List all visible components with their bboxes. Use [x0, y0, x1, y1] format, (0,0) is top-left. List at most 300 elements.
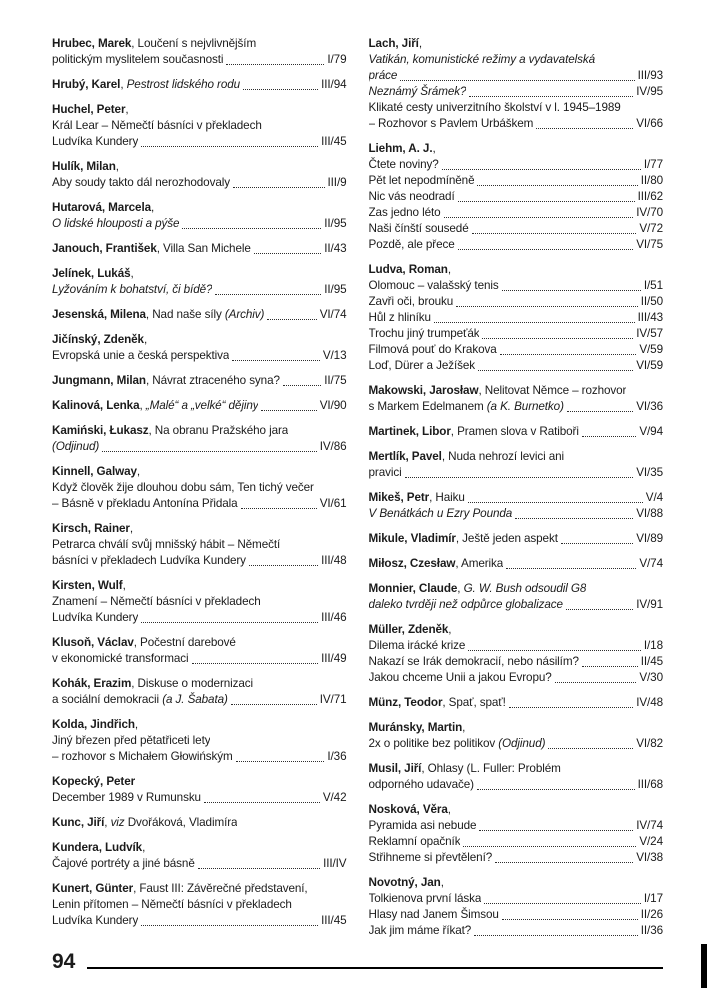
- title-text: Petrarca chválí svůj mnišský hábit – Němečtí: [52, 538, 281, 551]
- line-text: [52, 266, 134, 282]
- entry-line: [52, 840, 347, 856]
- page-ref: III/49: [321, 652, 347, 665]
- title-text: Dilema irácké krize: [368, 639, 466, 652]
- title-text: Zavři oči, brouku: [368, 295, 454, 308]
- title-text: Filmová pouť do Krakova: [368, 343, 497, 356]
- title-text: Ludvíka Kundery: [52, 914, 139, 927]
- title-text: ,: [432, 142, 436, 155]
- author-name: Ludva, Roman: [368, 263, 448, 276]
- title-text: Když člověk žije dlouhou dobu sám, Ten tichý večer: [52, 481, 314, 494]
- dot-leader: [478, 370, 633, 371]
- dot-leader: [198, 868, 320, 869]
- title-text: Střihneme si převtělení?: [368, 851, 493, 864]
- title-text: ,: [104, 816, 111, 829]
- entry-line: [369, 424, 664, 440]
- dot-leader: [502, 919, 638, 920]
- dot-leader: [495, 862, 633, 863]
- dot-leader: [192, 663, 319, 664]
- index-entry: [52, 815, 347, 831]
- page-ref: VI/89: [636, 532, 663, 545]
- line-text: [369, 326, 480, 342]
- author-name: Hrubec, Marek: [52, 37, 132, 50]
- line-text: [369, 237, 455, 253]
- line-text: [52, 480, 314, 496]
- line-text: [52, 118, 262, 134]
- page-ref: III/9: [327, 176, 347, 189]
- author-name: Kohák, Erazim: [52, 677, 132, 690]
- line-text: [52, 348, 229, 364]
- page-ref: IV/70: [636, 206, 663, 219]
- title-text: Aby soudy takto dál nerozhodovaly: [52, 176, 230, 189]
- title-text: , Ohlasy (L. Fuller: Problém: [421, 762, 561, 775]
- entry-line: [369, 490, 664, 506]
- line-text: [52, 692, 228, 708]
- page-ref: V/30: [639, 671, 663, 684]
- title-italic: (a J. Šabata): [162, 693, 228, 706]
- page-ref: II/36: [640, 924, 663, 937]
- index-entry: [369, 424, 664, 440]
- index-entry: [52, 373, 347, 389]
- line-text: [52, 676, 253, 692]
- title-text: , Spať, spať!: [442, 696, 506, 709]
- line-text: [52, 749, 233, 765]
- line-text: [369, 802, 451, 818]
- line-text: [52, 464, 140, 480]
- page-ref: VI/82: [636, 737, 663, 750]
- entry-line: [369, 100, 664, 116]
- entry-line: [369, 383, 664, 399]
- entry-line: [52, 282, 347, 298]
- line-text: [369, 424, 579, 440]
- index-entry: [52, 307, 347, 323]
- line-text: [369, 383, 627, 399]
- line-text: [52, 774, 135, 790]
- index-entry: [52, 77, 347, 93]
- index-entry: [52, 200, 347, 232]
- author-name: Kunc, Jiří: [52, 816, 105, 829]
- entry-line: [369, 358, 664, 374]
- line-text: [369, 556, 504, 572]
- page-ref: II/75: [324, 374, 347, 387]
- page-ref: VI/66: [636, 117, 663, 130]
- line-text: [369, 654, 579, 670]
- page-ref: III/68: [637, 778, 663, 791]
- title-text: – Básně v překladu Antonína Přidala: [52, 497, 238, 510]
- page-ref: II/50: [640, 295, 663, 308]
- author-name: Jesenská, Milena: [52, 308, 146, 321]
- title-text: odporného udavače): [368, 778, 474, 791]
- title-text: , Faust III: Závěrečné představení,: [133, 882, 308, 895]
- page-ref: V/4: [645, 491, 663, 504]
- dot-leader: [515, 518, 633, 519]
- entry-line: [369, 834, 664, 850]
- dot-leader: [536, 128, 633, 129]
- entry-line: [52, 36, 347, 52]
- line-text: [52, 439, 99, 455]
- title-italic: práce: [368, 69, 398, 82]
- title-text: Olomouc – valašský tenis: [368, 279, 499, 292]
- title-text: , Nuda nehrozí levici ani: [441, 450, 565, 463]
- entry-line: [52, 480, 347, 496]
- title-text: Nakazí se Irák demokracií, nebo násilím?: [368, 655, 579, 668]
- entry-line: [369, 736, 664, 752]
- title-text: December 1989 v Rumunsku: [52, 791, 201, 804]
- line-text: [369, 777, 474, 793]
- line-text: [52, 651, 189, 667]
- line-text: [369, 52, 596, 68]
- page-ref: I/36: [327, 750, 347, 763]
- line-text: [369, 736, 546, 752]
- entry-line: [52, 175, 347, 191]
- dot-leader: [582, 436, 637, 437]
- title-text: Jak jim máme říkat?: [368, 924, 472, 937]
- page-ref: VI/74: [319, 308, 347, 321]
- dot-leader: [233, 187, 325, 188]
- line-text: [52, 610, 138, 626]
- line-text: [52, 635, 236, 651]
- author-name: Kirsten, Wulf: [52, 579, 123, 592]
- entry-line: [369, 326, 664, 342]
- title-text: , Villa San Michele: [156, 242, 251, 255]
- entry-line: [52, 717, 347, 733]
- entry-line: [369, 506, 664, 522]
- entry-line: [52, 594, 347, 610]
- dot-leader: [472, 233, 637, 234]
- line-text: [369, 157, 439, 173]
- entry-line: [52, 553, 347, 569]
- page-edge-mark: [701, 944, 707, 988]
- page-ref: IV/71: [319, 693, 347, 706]
- page-ref: III/46: [321, 611, 347, 624]
- dot-leader: [506, 568, 636, 569]
- line-text: [52, 717, 138, 733]
- page-ref: III/IV: [323, 857, 347, 870]
- title-text: , Pramen slova v Ratiboři: [450, 425, 579, 438]
- entry-line: [52, 881, 347, 897]
- entry-line: [52, 266, 347, 282]
- title-text: ,: [462, 721, 466, 734]
- entry-line: [52, 676, 347, 692]
- page-ref: VI/35: [636, 466, 663, 479]
- index-entry: [369, 695, 664, 711]
- entry-line: [52, 373, 347, 389]
- title-text: Jakou chceme Unii a jakou Evropu?: [368, 671, 552, 684]
- title-text: básníci v překladech Ludvíka Kundery: [52, 554, 246, 567]
- title-italic: V Benátkách u Ezry Pounda: [368, 507, 513, 520]
- dot-leader: [400, 80, 634, 81]
- dot-leader: [241, 508, 317, 509]
- index-entry: [369, 802, 664, 866]
- line-text: [369, 761, 561, 777]
- dot-leader: [474, 935, 638, 936]
- author-name: Jungmann, Milan: [52, 374, 146, 387]
- entry-line: [369, 278, 664, 294]
- title-italic: G. W. Bush odsoudil G8: [463, 582, 587, 595]
- line-text: [52, 733, 210, 749]
- entry-line: [369, 237, 664, 253]
- dot-leader: [567, 411, 633, 412]
- page-ref: IV/57: [636, 327, 663, 340]
- title-text: Hlasy nad Janem Šimsou: [368, 908, 499, 921]
- entry-line: [369, 189, 664, 205]
- dot-leader: [204, 802, 320, 803]
- title-text: ,: [142, 841, 146, 854]
- line-text: [369, 342, 497, 358]
- entry-line: [52, 651, 347, 667]
- title-text: , Nad naše síly: [145, 308, 225, 321]
- line-text: [52, 881, 308, 897]
- entry-line: [52, 102, 347, 118]
- entry-line: [52, 200, 347, 216]
- index-entry: [52, 423, 347, 455]
- index-entry: [52, 159, 347, 191]
- title-italic: Vatikán, komunistické režimy a vydavatelská: [368, 53, 596, 66]
- entry-line: [52, 159, 347, 175]
- author-name: Kundera, Ludvík: [52, 841, 143, 854]
- page-ref: V/59: [639, 343, 663, 356]
- author-name: Miłosz, Czesław: [368, 557, 456, 570]
- title-text: v ekonomické transformaci: [52, 652, 189, 665]
- title-text: Klikaté cesty univerzitního školství v l. 1945–1989: [368, 101, 621, 114]
- page-ref: V/24: [639, 835, 663, 848]
- page-ref: VI/90: [319, 399, 347, 412]
- entry-line: [369, 556, 664, 572]
- dot-leader: [548, 748, 633, 749]
- index-entry: [369, 581, 664, 613]
- title-text: ,: [457, 582, 464, 595]
- line-text: [369, 278, 499, 294]
- title-text: , Na obranu Pražského jara: [148, 424, 289, 437]
- line-text: [369, 891, 482, 907]
- page-ref: IV/74: [636, 819, 663, 832]
- title-italic: Neznámý Šrámek?: [368, 85, 467, 98]
- dot-leader: [484, 903, 641, 904]
- title-text: , Nelitovat Němce – rozhovor: [478, 384, 627, 397]
- page-ref: VI/61: [319, 497, 347, 510]
- page-ref: VI/59: [636, 359, 663, 372]
- title-text: Ludvíka Kundery: [52, 135, 139, 148]
- entry-line: [369, 262, 664, 278]
- page-ref: VI/38: [636, 851, 663, 864]
- title-italic: „Malé“ a „velké“ dějiny: [145, 399, 259, 412]
- page-ref: III/48: [321, 554, 347, 567]
- line-text: [369, 531, 558, 547]
- author-name: Monnier, Claude: [368, 582, 458, 595]
- entry-line: [369, 761, 664, 777]
- title-text: Zas jedno léto: [368, 206, 441, 219]
- index-entry: [52, 266, 347, 298]
- entry-line: [369, 907, 664, 923]
- entry-line: [369, 116, 664, 132]
- index-entry: [52, 36, 347, 68]
- author-name: Huchel, Peter: [52, 103, 126, 116]
- dot-leader: [582, 666, 638, 667]
- title-italic: Pestrost lidského rodu: [126, 78, 241, 91]
- entry-line: [52, 897, 347, 913]
- line-text: [52, 36, 256, 52]
- author-name: Muránsky, Martin: [368, 721, 463, 734]
- entry-line: [369, 923, 664, 939]
- dot-leader: [141, 146, 318, 147]
- author-name: Lach, Jiří: [368, 37, 419, 50]
- dot-leader: [566, 609, 633, 610]
- page-ref: I/77: [643, 158, 663, 171]
- page-ref: III/45: [321, 135, 347, 148]
- line-text: [369, 68, 398, 84]
- title-text: ,: [143, 333, 148, 346]
- title-text: Pyramida asi nebude: [368, 819, 477, 832]
- author-name: Kinnell, Galway: [52, 465, 137, 478]
- entry-line: [52, 348, 347, 364]
- dot-leader: [502, 290, 641, 291]
- line-text: [369, 221, 469, 237]
- dot-leader: [468, 650, 641, 651]
- title-text: Ludvíka Kundery: [52, 611, 139, 624]
- index-entry: [369, 262, 664, 374]
- dot-leader: [456, 306, 638, 307]
- dot-leader: [283, 385, 321, 386]
- line-text: [369, 262, 451, 278]
- title-text: , Loučení s nejvlivnějším: [131, 37, 257, 50]
- author-name: Janouch, František: [52, 242, 157, 255]
- line-text: [369, 907, 499, 923]
- line-text: [369, 850, 493, 866]
- index-entry: [369, 875, 664, 939]
- line-text: [369, 399, 564, 415]
- line-text: [369, 189, 455, 205]
- entry-line: [369, 36, 664, 52]
- title-italic: (Odjinud): [498, 737, 546, 750]
- entry-line: [369, 531, 664, 547]
- page-ref: I/17: [643, 892, 663, 905]
- dot-leader: [477, 185, 637, 186]
- line-text: [52, 913, 138, 929]
- title-text: ,: [130, 267, 134, 280]
- title-text: Lenin přítomen – Němečtí básníci v překladech: [52, 898, 292, 911]
- dot-leader: [141, 925, 318, 926]
- entry-line: [369, 310, 664, 326]
- line-text: [369, 310, 431, 326]
- line-text: [369, 173, 475, 189]
- line-text: [52, 200, 154, 216]
- title-text: ,: [447, 803, 451, 816]
- page-ref: III/45: [321, 914, 347, 927]
- title-text: s Markem Edelmanem: [368, 400, 487, 413]
- line-text: [369, 116, 534, 132]
- entry-line: [52, 537, 347, 553]
- entry-line: [52, 790, 347, 806]
- entry-line: [369, 654, 664, 670]
- entry-line: [369, 84, 664, 100]
- line-text: [52, 537, 280, 553]
- page-ref: VI/75: [636, 238, 663, 251]
- column-right: [369, 36, 664, 948]
- author-name: Müller, Zdeněk: [368, 623, 449, 636]
- line-text: [52, 332, 147, 348]
- title-text: Čtete noviny?: [368, 158, 439, 171]
- line-text: [369, 638, 466, 654]
- author-name: Kalinová, Lenka: [52, 399, 140, 412]
- entry-line: [52, 635, 347, 651]
- title-text: Trochu jiný trumpeťák: [368, 327, 480, 340]
- author-name: Hutarová, Marcela: [52, 201, 151, 214]
- entry-line: [369, 581, 664, 597]
- page-ref: IV/86: [319, 440, 347, 453]
- title-text: – rozhovor s Michałem Głowińským: [52, 750, 233, 763]
- line-text: [369, 449, 565, 465]
- title-text: ,: [440, 876, 444, 889]
- entry-line: [369, 68, 664, 84]
- title-italic: viz: [110, 816, 125, 829]
- index-entry: [52, 398, 347, 414]
- entry-line: [369, 449, 664, 465]
- title-text: Naši čínští sousedé: [368, 222, 469, 235]
- author-name: Kamiński, Łukasz: [52, 424, 149, 437]
- author-name: Mikule, Vladimír: [368, 532, 456, 545]
- dot-leader: [509, 707, 633, 708]
- line-text: [369, 84, 467, 100]
- title-italic: O lidské hlouposti a pýše: [52, 217, 180, 230]
- index-entry: [369, 720, 664, 752]
- dot-leader: [215, 294, 321, 295]
- dot-leader: [479, 830, 633, 831]
- dot-leader: [243, 89, 318, 90]
- entry-line: [369, 638, 664, 654]
- title-italic: (a K. Burnetko): [486, 400, 564, 413]
- entry-line: [52, 578, 347, 594]
- line-text: [369, 720, 466, 736]
- dot-leader: [500, 354, 637, 355]
- index-entry: [52, 578, 347, 626]
- title-text: ,: [122, 579, 126, 592]
- index-entry: [52, 332, 347, 364]
- index-entry: [369, 449, 664, 481]
- page-number: 94: [52, 950, 76, 973]
- title-text: Tolkienova první láska: [368, 892, 482, 905]
- entry-line: [52, 241, 347, 257]
- title-text: ,: [120, 78, 127, 91]
- page-ref: IV/95: [636, 85, 663, 98]
- author-name: Makowski, Jarosław: [368, 384, 479, 397]
- entry-line: [369, 695, 664, 711]
- line-text: [52, 553, 246, 569]
- entry-line: [52, 77, 347, 93]
- index-entry: [52, 241, 347, 257]
- line-text: [52, 840, 145, 856]
- index-entry: [52, 102, 347, 150]
- dot-leader: [267, 319, 316, 320]
- title-text: ,: [418, 37, 422, 50]
- line-text: [52, 578, 126, 594]
- dot-leader: [555, 682, 637, 683]
- dot-leader: [469, 96, 633, 97]
- line-text: [52, 423, 288, 439]
- title-text: Čajové portréty a jiné básně: [52, 857, 195, 870]
- line-text: [52, 175, 230, 191]
- entry-line: [369, 720, 664, 736]
- entry-line: [52, 52, 347, 68]
- title-text: – Rozhovor s Pavlem Urbáškem: [368, 117, 534, 130]
- dot-leader: [463, 846, 636, 847]
- page-ref: III/94: [321, 78, 347, 91]
- line-text: [369, 141, 436, 157]
- entry-line: [52, 423, 347, 439]
- dot-leader: [226, 64, 324, 65]
- line-text: [369, 670, 552, 686]
- entry-line: [52, 521, 347, 537]
- index-entry: [369, 622, 664, 686]
- author-name: Jičínský, Zdeněk: [52, 333, 144, 346]
